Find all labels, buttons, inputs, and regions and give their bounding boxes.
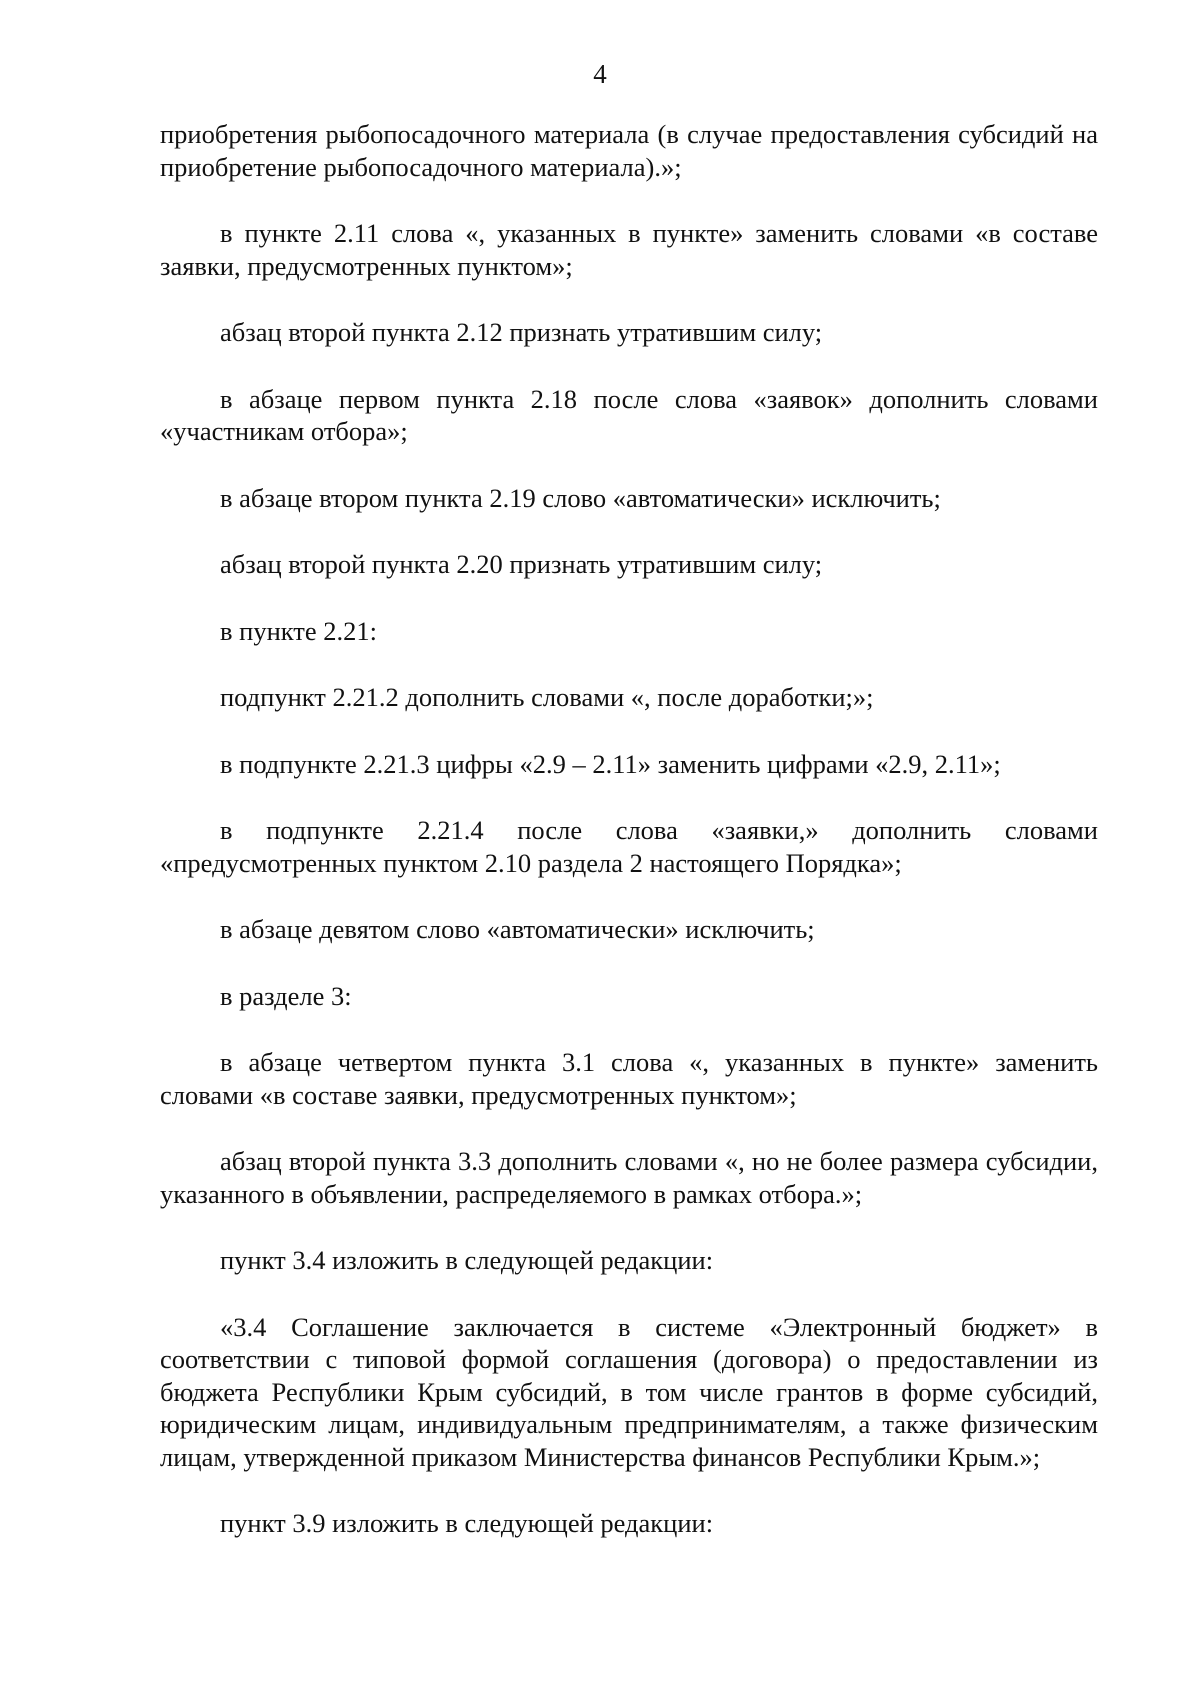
paragraph-2: в пункте 2.11 слова «, указанных в пункте» заменить словами «в составе заявки, предусмотренных пунктом»; bbox=[160, 218, 1098, 281]
paragraph-8: подпункт 2.21.2 дополнить словами «, после доработки;»; bbox=[220, 682, 874, 712]
page-number: 4 bbox=[593, 59, 607, 89]
paragraph-9: в подпункте 2.21.3 цифры «2.9 – 2.11» заменить цифрами «2.9, 2.11»; bbox=[220, 748, 1001, 779]
paragraph-10: в подпункте 2.21.4 после слова «заявки,» дополнить словами «предусмотренных пунктом 2.10 раздела 2 настоящего Порядка»; bbox=[160, 815, 1098, 878]
paragraph-3: абзац второй пункта 2.12 признать утратившим силу; bbox=[220, 317, 823, 347]
paragraph-15: пункт 3.4 изложить в следующей редакции: bbox=[220, 1245, 714, 1275]
paragraph-5: в абзаце втором пункта 2.19 слово «автоматически» исключить; bbox=[220, 482, 941, 513]
paragraph-13: в абзаце четвертом пункта 3.1 слова «, указанных в пункте» заменить словами «в составе заявки, предусмотренных пунктом»; bbox=[160, 1047, 1098, 1110]
document-body bbox=[160, 118, 1098, 1574]
paragraph-6: абзац второй пункта 2.20 признать утратившим силу; bbox=[220, 549, 823, 579]
paragraph-4: в абзаце первом пункта 2.18 после слова «заявок» дополнить словами «участникам отбора»; bbox=[160, 383, 1098, 446]
paragraph-12: в разделе 3: bbox=[220, 980, 352, 1011]
paragraph-16: «3.4 Соглашение заключается в системе «Электронный бюджет» в соответствии с типовой формой соглашения (договора) о предоставлении из бюджета Республики Крым субсидий, в том числе грантов в форме субсидий, юридическим лицам, индивидуальным предпринимателям, а также физическим лицам, утвержденной приказом Министерства финансов Республики Крым.»; bbox=[160, 1311, 1098, 1472]
paragraph-14: абзац второй пункта 3.3 дополнить словами «, но не более размера субсидии, указанного в объявлении, распределяемого в рамках отбора.»; bbox=[160, 1146, 1098, 1209]
paragraph-11: в абзаце девятом слово «автоматически» исключить; bbox=[220, 914, 815, 944]
paragraph-7: в пункте 2.21: bbox=[220, 615, 377, 646]
paragraph-1: приобретения рыбопосадочного материала (в случае предоставления субсидий на приобретение рыбопосадочного материала).»; bbox=[160, 119, 1098, 182]
paragraph-17: пункт 3.9 изложить в следующей редакции: bbox=[220, 1508, 714, 1538]
